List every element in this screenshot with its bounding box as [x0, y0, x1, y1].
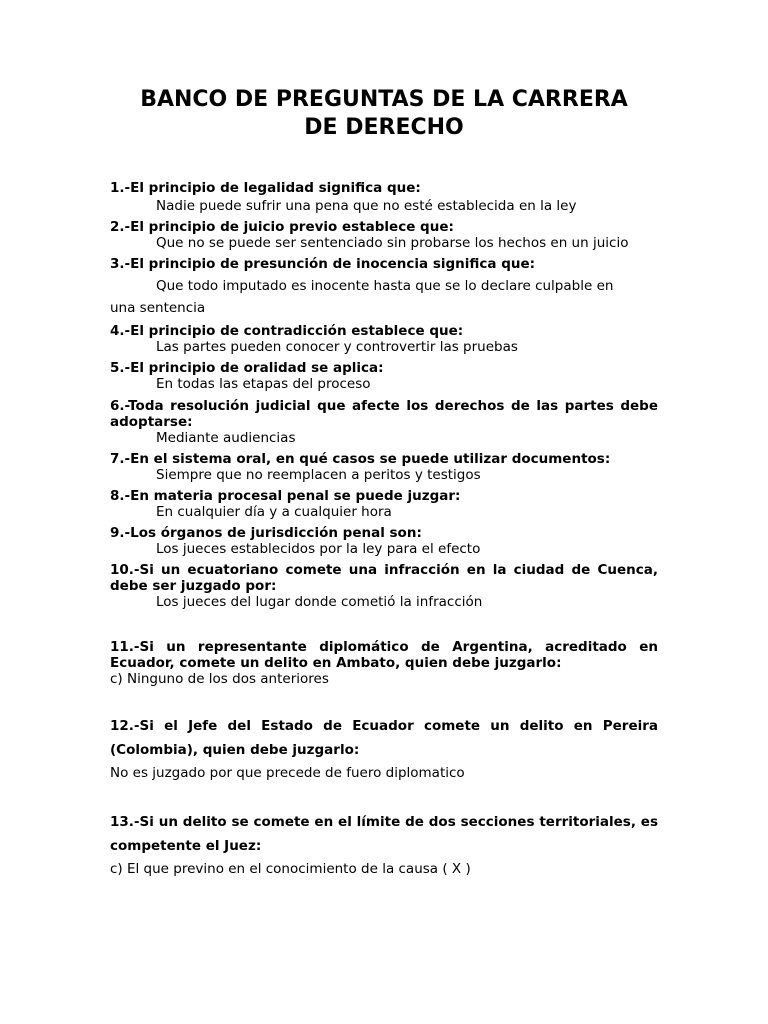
question-text: 4.-El principio de contradicción establece que: — [110, 323, 464, 339]
title-line-2: DE DERECHO — [304, 115, 464, 140]
question-5 — [110, 360, 658, 393]
answer-text: Que no se puede ser sentenciado sin probarse los hechos en un juicio — [156, 235, 629, 251]
question-text: 5.-El principio de oralidad se aplica: — [110, 360, 384, 376]
question-text: 3.-El principio de presunción de inocencia significa que: — [110, 256, 536, 272]
question-text: 6.-Toda resolución judicial que afecte los derechos de las partes debe adoptarse: — [110, 398, 658, 430]
question-4 — [110, 323, 658, 356]
answer-text — [110, 275, 658, 319]
question-9 — [110, 525, 658, 558]
answer-text: No es juzgado por que precede de fuero diplomatico — [110, 765, 465, 781]
answer-text: Los jueces del lugar donde cometió la infracción — [156, 594, 483, 610]
answer-text: Las partes pueden conocer y controvertir las pruebas — [156, 339, 518, 355]
question-8 — [110, 488, 658, 521]
document-title — [110, 86, 658, 142]
answer-text: Mediante audiencias — [156, 430, 296, 446]
question-1 — [110, 180, 658, 215]
question-2 — [110, 219, 658, 252]
answer-line-2: una sentencia — [110, 300, 206, 316]
answer-text: Siempre que no reemplacen a peritos y testigos — [156, 467, 481, 483]
question-text: 13.-Si un delito se comete en el límite de dos secciones territoriales, es competente el Juez: — [110, 814, 658, 854]
question-text: 9.-Los órganos de jurisdicción penal son: — [110, 525, 422, 541]
question-7 — [110, 451, 658, 484]
answer-text: En cualquier día y a cualquier hora — [156, 504, 392, 520]
question-text: 11.-Si un representante diplomático de Argentina, acreditado en Ecuador, comete un delito en Ambato, quien debe juzgarlo: — [110, 639, 658, 671]
question-text: 7.-En el sistema oral, en qué casos se puede utilizar documentos: — [110, 451, 611, 467]
question-text: 10.-Si un ecuatoriano comete una infracción en la ciudad de Cuenca, debe ser juzgado por: — [110, 562, 658, 594]
answer-text: c) El que previno en el conocimiento de la causa ( X ) — [110, 861, 471, 877]
title-line-1: BANCO DE PREGUNTAS DE LA CARRERA — [140, 87, 628, 112]
question-text: 12.-Si el Jefe del Estado de Ecuador comete un delito en Pereira (Colombia), quien debe juzgarlo: — [110, 718, 658, 758]
question-6 — [110, 398, 658, 447]
question-10 — [110, 562, 658, 611]
answer-line-1: Que todo imputado es inocente hasta que se lo declare culpable en — [156, 278, 614, 294]
question-text: 8.-En materia procesal penal se puede juzgar: — [110, 488, 461, 504]
question-3 — [110, 256, 658, 319]
answer-text: En todas las etapas del proceso — [156, 376, 371, 392]
question-12 — [110, 714, 658, 784]
answer-text: Los jueces establecidos por la ley para el efecto — [156, 541, 481, 557]
question-11 — [110, 639, 658, 688]
question-13 — [110, 810, 658, 880]
question-text: 2.-El principio de juicio previo establece que: — [110, 219, 454, 235]
answer-text: c) Ninguno de los dos anteriores — [110, 671, 329, 687]
question-text: 1.-El principio de legalidad significa que: — [110, 180, 421, 196]
answer-text: Nadie puede sufrir una pena que no esté establecida en la ley — [156, 198, 577, 214]
